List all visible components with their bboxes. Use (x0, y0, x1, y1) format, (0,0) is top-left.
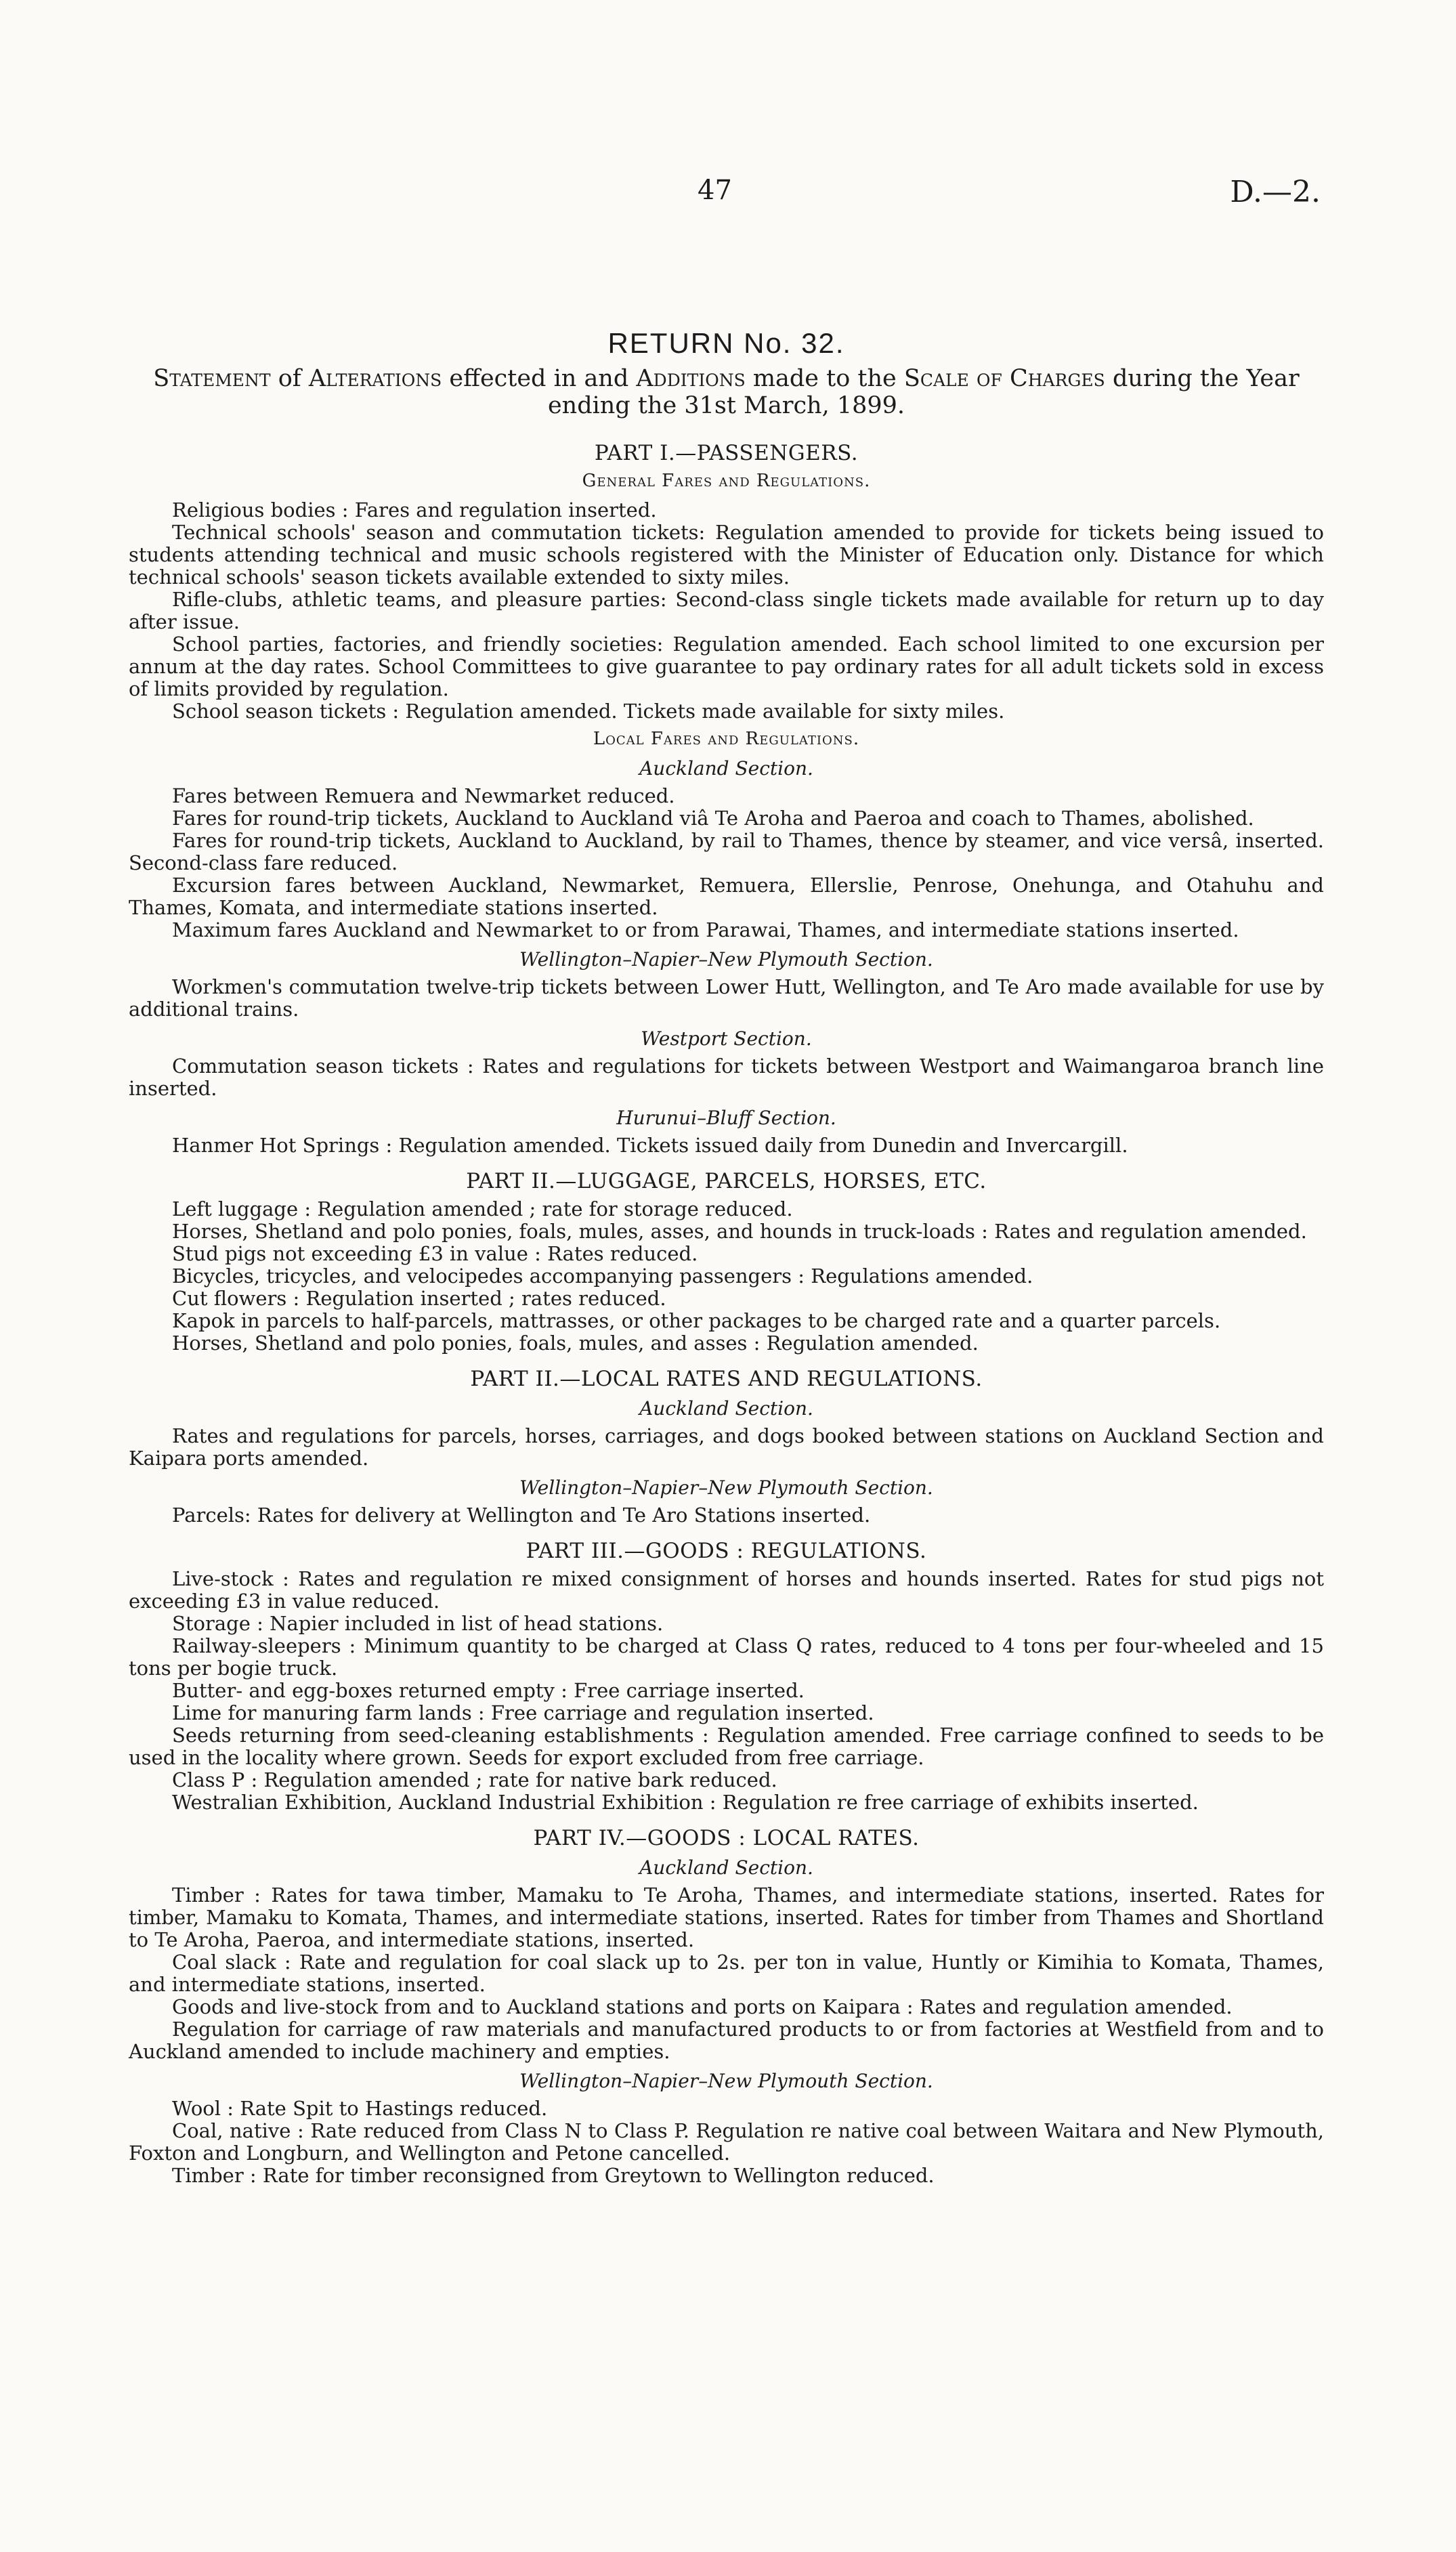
entry: Goods and live-stock from and to Auckland stations and ports on Kaipara : Rates and regulation amended. (172, 1995, 1233, 2018)
section-heading: Hurunui–Bluff Section. (616, 1107, 836, 1129)
section-heading: Wellington–Napier–New Plymouth Section. (519, 2070, 933, 2092)
section-heading: Auckland Section. (639, 1397, 813, 1420)
statement-word: Statement (153, 365, 271, 392)
page-number: 47 (698, 175, 732, 206)
entry: Butter- and egg-boxes returned empty : Free carriage inserted. (172, 1679, 805, 1702)
return-title: RETURN No. 32. (607, 327, 845, 359)
part-heading: PART II.—LOCAL RATES AND REGULATIONS. (470, 1367, 983, 1391)
part-heading: PART II.—LUGGAGE, PARCELS, HORSES, ETC. (466, 1169, 987, 1193)
entry: Live-stock : Rates and regulation re mixed consignment of horses and hounds inserted. Rates for stud pigs not exceeding £3 in value reduced. (129, 1567, 1324, 1613)
section-heading: Auckland Section. (639, 1856, 813, 1879)
entry: Workmen's commutation twelve-trip tickets between Lower Hutt, Wellington, and Te Aro made available for use by additional trains. (129, 975, 1324, 1021)
entry: Seeds returning from seed-cleaning establishments : Regulation amended. Free carriage confined to seeds to be used in the locality where grown. Seeds for export excluded from free carriage. (129, 1724, 1324, 1769)
statement-word: effected in and (449, 365, 629, 392)
section-heading: Wellington–Napier–New Plymouth Section. (519, 1476, 933, 1499)
section-heading: Wellington–Napier–New Plymouth Section. (519, 948, 933, 971)
statement-word: Scale of Charges (903, 365, 1105, 392)
entry: Timber : Rate for timber reconsigned from Greytown to Wellington reduced. (172, 2164, 935, 2187)
entry: School parties, factories, and friendly societies: Regulation amended. Each school limited to one excursion per annum at the day rates. School Committees to give guarantee to pay ordinary rates for all adult tickets sold in excess of limits provided by regulation. (129, 633, 1324, 700)
entry: Regulation for carriage of raw materials and manufactured products to or from factories at Westfield from and to Auckland amended to include machinery and empties. (129, 2018, 1324, 2063)
entry: Horses, Shetland and polo ponies, foals, mules, asses, and hounds in truck-loads : Rates and regulation amended. (172, 1220, 1307, 1243)
statement-word: Additions (636, 365, 746, 392)
part-heading: PART IV.—GOODS : LOCAL RATES. (533, 1826, 920, 1850)
entry: Excursion fares between Auckland, Newmarket, Remuera, Ellerslie, Penrose, Onehunga, and Otahuhu and Thames, Komata, and intermediate stations inserted. (129, 874, 1324, 919)
entry: Bicycles, tricycles, and velocipedes accompanying passengers : Regulations amended. (172, 1264, 1033, 1288)
entry: Railway-sleepers : Minimum quantity to be charged at Class Q rates, reduced to 4 tons per four-wheeled and 15 tons per bogie truck. (129, 1634, 1324, 1680)
entry: Religious bodies : Fares and regulation inserted. (172, 498, 657, 522)
entry: Kapok in parcels to half-parcels, mattrasses, or other packages to be charged rate and a quarter parcels. (172, 1309, 1221, 1332)
part-heading: PART I.—PASSENGERS. (594, 441, 859, 465)
entry: Rifle-clubs, athletic teams, and pleasure parties: Second-class single tickets made available for return up to day after issue. (129, 588, 1324, 633)
statement-title (129, 365, 1324, 419)
document-body (129, 327, 1324, 2187)
entry: Parcels: Rates for delivery at Wellington and Te Aro Stations inserted. (172, 1504, 871, 1527)
entry: Class P : Regulation amended ; rate for native bark reduced. (172, 1768, 777, 1791)
entry: Lime for manuring farm lands : Free carriage and regulation inserted. (172, 1701, 874, 1724)
entry: Wool : Rate Spit to Hastings reduced. (172, 2097, 548, 2120)
entry: Cut flowers : Regulation inserted ; rates reduced. (172, 1287, 666, 1310)
part-heading: PART III.—GOODS : REGULATIONS. (526, 1539, 927, 1563)
entry: School season tickets : Regulation amended. Tickets made available for sixty miles. (172, 700, 1005, 723)
section-heading: Westport Section. (641, 1027, 812, 1050)
entry: Westralian Exhibition, Auckland Industrial Exhibition : Regulation re free carriage of exhibits inserted. (172, 1791, 1199, 1814)
document-reference: D.—2. (1230, 175, 1321, 209)
sub-heading: Local Fares and Regulations. (593, 729, 860, 749)
sub-heading: General Fares and Regulations. (582, 471, 871, 491)
entry: Coal, native : Rate reduced from Class N to Class P. Regulation re native coal between Waitara and New Plymouth, Foxton and Longburn, and Wellington and Petone cancelled. (129, 2119, 1324, 2165)
entry: Fares for round-trip tickets, Auckland to Auckland viâ Te Aroha and Paeroa and coach to Thames, abolished. (172, 807, 1254, 830)
entry: Commutation season tickets : Rates and regulations for tickets between Westport and Waimangaroa branch line inserted. (129, 1055, 1324, 1100)
entry: Hanmer Hot Springs : Regulation amended. Tickets issued daily from Dunedin and Invercargill. (172, 1134, 1128, 1157)
entry: Left luggage : Regulation amended ; rate for storage reduced. (172, 1197, 793, 1220)
statement-word: during the Year ending the 31st March, 1899. (547, 365, 1300, 419)
entry: Coal slack : Rate and regulation for coal slack up to 2s. per ton in value, Huntly or Kimihia to Komata, Thames, and intermediate stations, inserted. (129, 1951, 1324, 1996)
entry: Rates and regulations for parcels, horses, carriages, and dogs booked between stations on Auckland Section and Kaipara ports amended. (129, 1424, 1324, 1470)
statement-word: made to the (752, 365, 897, 392)
statement-word: of (278, 365, 301, 392)
statement-word: Alterations (308, 365, 442, 392)
entry: Maximum fares Auckland and Newmarket to or from Parawai, Thames, and intermediate stations inserted. (172, 918, 1239, 941)
entry: Stud pigs not exceeding £3 in value : Rates reduced. (172, 1242, 698, 1265)
entry: Fares for round-trip tickets, Auckland to Auckland, by rail to Thames, thence by steamer, and vice versâ, inserted. Second-class fare reduced. (129, 829, 1324, 874)
page-header (0, 175, 1456, 222)
section-heading: Auckland Section. (639, 757, 813, 780)
entry: Timber : Rates for tawa timber, Mamaku to Te Aroha, Thames, and intermediate stations, inserted. Rates for timber, Mamaku to Komata, Thames, and intermediate stations, inserted. Rates for timber from Thames and Shortland to Te Aroha, Paeroa, and intermediate stations, inserted. (129, 1884, 1324, 1951)
entry: Horses, Shetland and polo ponies, foals, mules, and asses : Regulation amended. (172, 1332, 979, 1355)
entry: Fares between Remuera and Newmarket reduced. (172, 784, 675, 807)
entry: Storage : Napier included in list of head stations. (172, 1612, 664, 1635)
entry: Technical schools' season and commutation tickets: Regulation amended to provide for tickets being issued to students attending technical and music schools registered with the Minister of Education only. Distance for which technical schools' season tickets available extended to sixty miles. (129, 521, 1324, 589)
